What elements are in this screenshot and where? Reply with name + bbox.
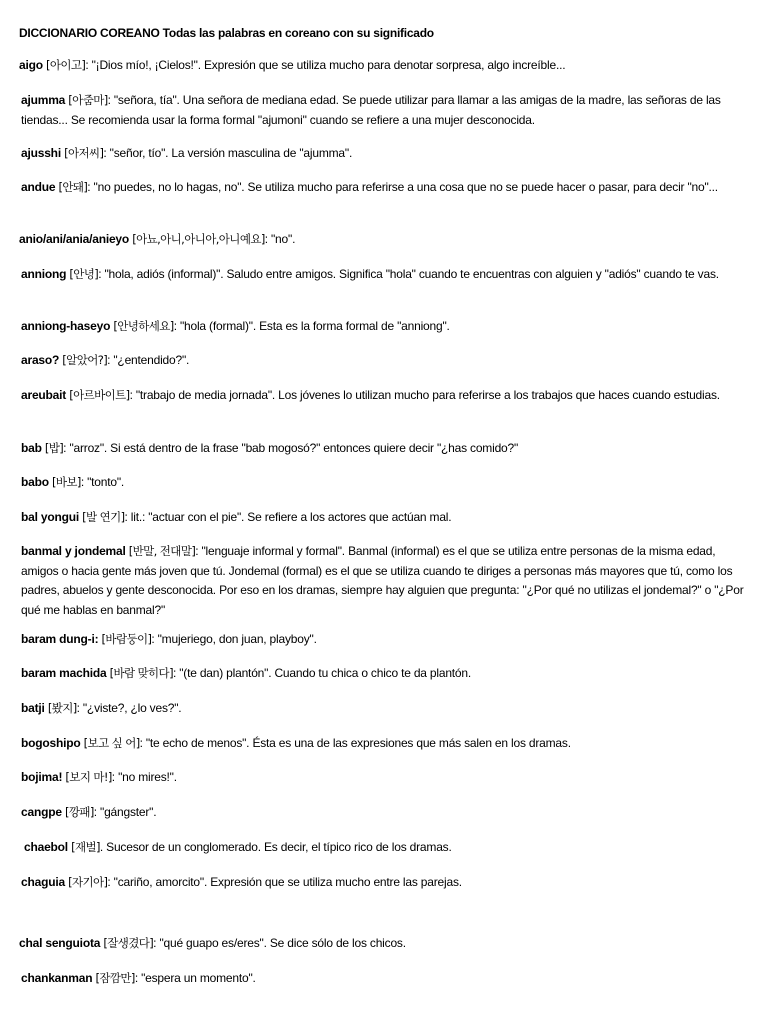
entry-korean: [바보] — [52, 475, 81, 489]
entry-definition: : "no". — [264, 232, 296, 246]
entry-term: baram machida — [21, 666, 107, 680]
entry-korean: [보지 마!] — [65, 770, 112, 784]
dictionary-entry — [19, 969, 751, 989]
entry-term: areubait — [21, 388, 67, 402]
entry-term: aigo — [19, 58, 43, 72]
entry-term: bojima! — [21, 770, 63, 784]
entry-definition: : "tonto". — [80, 475, 125, 489]
entry-definition: : "hola, adiós (informal)". Saludo entre amigos. Significa "hola" cuando te encuentras con alguien y "adiós" cuando te vas. — [98, 267, 719, 281]
entry-term: chal senguiota — [19, 936, 101, 950]
dictionary-entry — [19, 351, 751, 371]
entry-korean: [안돼] — [58, 180, 88, 194]
entry-korean: [잠깜만] — [95, 971, 135, 985]
dictionary-entry — [19, 934, 749, 954]
entry-korean: [자기아] — [68, 875, 108, 889]
entry-definition: : "arroz". Si está dentro de la frase "bab mogosó?" entonces quiere decir "¿has comido?" — [63, 441, 519, 455]
entry-korean: [아줌마] — [68, 93, 108, 107]
entry-korean: [깡패] — [64, 805, 94, 819]
entry-term: bal yongui — [21, 510, 80, 524]
entry-korean: [알았어?] — [62, 353, 108, 367]
entry-term: ajusshi — [21, 146, 61, 160]
entry-definition: : "hola (formal)". Esta es la forma formal de "anniong". — [173, 319, 450, 333]
dictionary-entry — [19, 56, 749, 76]
entry-definition: : "mujeriego, don juan, playboy". — [151, 632, 317, 646]
entry-definition: : "te echo de menos". Ésta es una de las expresiones que más salen en los dramas. — [139, 736, 571, 750]
dictionary-entry — [19, 91, 751, 130]
dictionary-entry — [19, 508, 751, 528]
entry-korean: [반말, 전대말] — [128, 544, 196, 558]
entry-korean: [아뇨,아니,아니아,아니예요] — [132, 232, 265, 246]
entry-term: cangpe — [21, 805, 62, 819]
entry-korean: [발 연기] — [82, 510, 125, 524]
entry-term: banmal y jondemal — [21, 544, 126, 558]
dictionary-entry — [19, 178, 751, 198]
entry-term: araso? — [21, 353, 60, 367]
entry-definition: : "no mires!". — [111, 770, 177, 784]
entry-korean: [재벌] — [71, 840, 100, 854]
entry-definition: : "lenguaje informal y formal". Banmal (informal) es el que se utiliza entre personas de la misma edad, amigos o hacia gente más joven que tú. Jondemal (formal) es el que se utiliza cuando te diriges a personas más mayores que tú, como los padres, abuelos y gente desconocida. Por eso en los dramas, siempre hay alguien que pregunta: "¿Por qué no utilizas el jondemal?" o "¿Por qué me hablas en banmal?" — [21, 544, 744, 617]
entry-korean: [바람둥이] — [101, 632, 152, 646]
entry-term: anio/ani/ania/anieyo — [19, 232, 130, 246]
entry-definition: : "¡Dios mío!, ¡Cielos!". Expresión que se utiliza mucho para denotar sorpresa, algo increíble... — [85, 58, 566, 72]
entry-korean: [바람 맞히다] — [109, 666, 173, 680]
dictionary-entry — [19, 317, 751, 337]
entry-definition: : "trabajo de media jornada". Los jóvenes lo utilizan mucho para referirse a los trabajos que haces cuando estudias. — [129, 388, 720, 402]
entry-term: chaebol — [24, 840, 68, 854]
dictionary-entry — [19, 699, 751, 719]
entry-term: baram dung-i: — [21, 632, 99, 646]
dictionary-entry — [19, 768, 751, 788]
entry-korean: [아르바이트] — [69, 388, 130, 402]
dictionary-entry — [19, 542, 751, 620]
document-title: DICCIONARIO COREANO Todas las palabras en coreano con su significado — [19, 26, 434, 40]
entry-korean: [밥] — [44, 441, 64, 455]
entry-definition: : "gángster". — [93, 805, 157, 819]
entry-term: batji — [21, 701, 45, 715]
entry-korean: [봤지] — [47, 701, 77, 715]
dictionary-entry — [19, 265, 751, 285]
dictionary-entry — [19, 630, 751, 650]
entry-term: bogoshipo — [21, 736, 81, 750]
dictionary-entry — [19, 230, 749, 250]
entry-definition: : "(te dan) plantón". Cuando tu chica o chico te da plantón. — [172, 666, 472, 680]
entry-term: chankanman — [21, 971, 93, 985]
entry-term: chaguia — [21, 875, 65, 889]
dictionary-entry — [19, 838, 754, 858]
dictionary-entry — [19, 873, 751, 893]
entry-korean: [보고 싶 어] — [83, 736, 140, 750]
dictionary-entry — [19, 386, 751, 406]
entry-korean: [안녕하세요] — [113, 319, 174, 333]
dictionary-entry — [19, 803, 751, 823]
entry-term: andue — [21, 180, 56, 194]
entry-definition: . Sucesor de un conglomerado. Es decir, el típico rico de los dramas. — [99, 840, 452, 854]
entry-definition: : "no puedes, no lo hagas, no". Se utiliza mucho para referirse a una cosa que no se puede hacer o pasar, para decir "no"... — [87, 180, 718, 194]
entry-definition: : "cariño, amorcito". Expresión que se utiliza mucho entre las parejas. — [107, 875, 462, 889]
dictionary-entry — [19, 664, 751, 684]
entry-korean: [안녕] — [69, 267, 99, 281]
entry-definition: : lit.: "actuar con el pie". Se refiere a los actores que actúan mal. — [124, 510, 452, 524]
dictionary-entry — [19, 473, 751, 493]
entry-definition: : "¿entendido?". — [107, 353, 190, 367]
dictionary-entry — [19, 439, 751, 459]
dictionary-entry — [19, 144, 751, 164]
entry-korean: [아이고] — [46, 58, 86, 72]
entry-term: babo — [21, 475, 49, 489]
entry-term: bab — [21, 441, 42, 455]
entry-definition: : "señor, tío". La versión masculina de "ajumma". — [103, 146, 353, 160]
entry-term: anniong-haseyo — [21, 319, 111, 333]
entry-definition: : "qué guapo es/eres". Se dice sólo de los chicos. — [153, 936, 406, 950]
entry-korean: [잘생겼다] — [103, 936, 154, 950]
entry-definition: : "espera un momento". — [134, 971, 256, 985]
entry-term: ajumma — [21, 93, 66, 107]
entry-definition: : "señora, tía". Una señora de mediana edad. Se puede utilizar para llamar a las amigas de la madre, las señoras de las tiendas... Se recomienda usar la forma formal "ajumoni" cuando se refiere a una mujer desconocida. — [21, 93, 721, 127]
entry-korean: [아저씨] — [64, 146, 104, 160]
entry-definition: : "¿viste?, ¿lo ves?". — [76, 701, 182, 715]
entry-term: anniong — [21, 267, 67, 281]
dictionary-entry — [19, 734, 751, 754]
